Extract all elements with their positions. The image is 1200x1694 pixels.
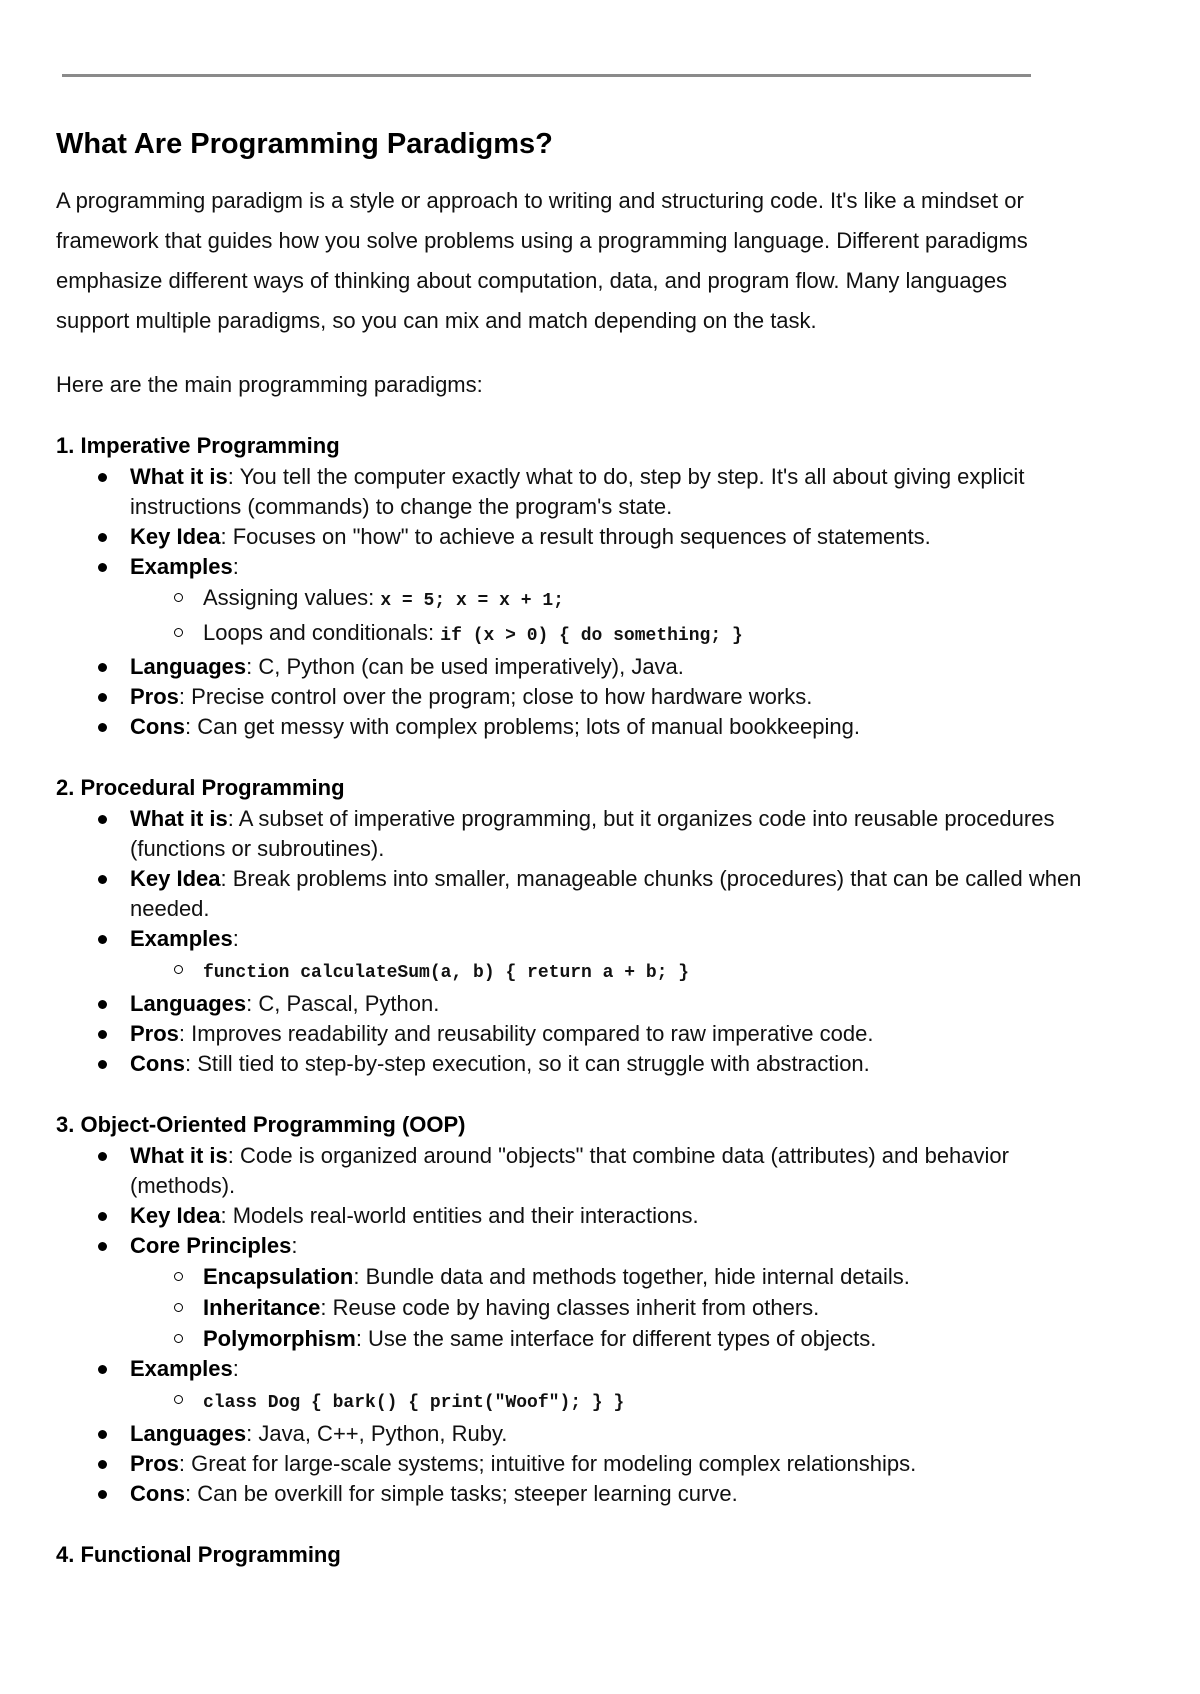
list-item-core-principles bbox=[56, 1231, 1085, 1354]
circle-bullet-icon bbox=[174, 1395, 183, 1404]
section-title: 1. Imperative Programming bbox=[56, 433, 340, 458]
item-text: : Reuse code by having classes inherit from others. bbox=[320, 1295, 820, 1320]
term-label: Cons bbox=[130, 1051, 185, 1076]
sub-list-item bbox=[130, 954, 1085, 989]
item-text: : Precise control over the program; close to how hardware works. bbox=[178, 684, 813, 709]
item-text: : Code is organized around "objects" that combine data (attributes) and behavior (methods). bbox=[130, 1143, 1009, 1198]
item-text: : Break problems into smaller, manageable chunks (procedures) that can be called when needed. bbox=[130, 866, 1082, 921]
sub-list-item bbox=[130, 1292, 1085, 1323]
term-label: Encapsulation bbox=[203, 1264, 354, 1289]
term-label: Cons bbox=[130, 714, 185, 739]
circle-bullet-icon bbox=[174, 593, 183, 602]
bullet-icon bbox=[98, 1030, 107, 1039]
section-title: 2. Procedural Programming bbox=[56, 775, 345, 800]
section-procedural bbox=[56, 772, 1082, 1079]
item-text: : bbox=[291, 1233, 298, 1258]
list-item-what bbox=[56, 804, 1085, 864]
section-title: 4. Functional Programming bbox=[56, 1542, 341, 1567]
code-snippet: function calculateSum(a, b) { return a + b; } bbox=[203, 963, 690, 983]
term-label: Inheritance bbox=[203, 1295, 321, 1320]
circle-bullet-icon bbox=[174, 1303, 183, 1312]
list-item-pros bbox=[56, 682, 1085, 712]
list-item-languages bbox=[56, 989, 1085, 1019]
term-label: Examples bbox=[130, 1356, 233, 1381]
list-item-examples bbox=[56, 924, 1085, 989]
item-text: : Models real-world entities and their interactions. bbox=[220, 1203, 699, 1228]
bullet-icon bbox=[98, 1060, 107, 1069]
horizontal-rule bbox=[62, 74, 1031, 77]
bullet-icon bbox=[98, 1430, 107, 1439]
list-item-cons bbox=[56, 712, 1085, 742]
item-text: : bbox=[232, 1356, 239, 1381]
code-snippet: if (x > 0) { do something; } bbox=[440, 626, 743, 646]
bullet-icon bbox=[98, 473, 107, 482]
code-snippet: class Dog { bark() { print("Woof"); } } bbox=[203, 1393, 625, 1413]
sub-list bbox=[130, 582, 1085, 652]
item-text: : A subset of imperative programming, but it organizes code into reusable procedures (functions or subroutines). bbox=[130, 806, 1055, 861]
sub-list-item bbox=[130, 1323, 1085, 1354]
intro-paragraph: A programming paradigm is a style or approach to writing and structuring code. It's like a mindset or framework that guides how you solve problems using a programming language. Different paradigms emphasize different ways of thinking about computation, data, and program flow. Many languages support multiple paradigms, so you can mix and match depending on the task. bbox=[56, 188, 1028, 333]
term-label: Cons bbox=[130, 1481, 185, 1506]
term-label: What it is bbox=[130, 1143, 228, 1168]
sub-list-item bbox=[130, 582, 1085, 617]
lead-paragraph: Here are the main programming paradigms: bbox=[56, 372, 483, 397]
item-text: : Use the same interface for different types of objects. bbox=[355, 1326, 877, 1351]
sub-list-item bbox=[130, 617, 1085, 652]
item-text: : Focuses on "how" to achieve a result through sequences of statements. bbox=[220, 524, 931, 549]
bullet-list bbox=[56, 462, 1056, 742]
item-text: : Can be overkill for simple tasks; steeper learning curve. bbox=[185, 1481, 738, 1506]
circle-bullet-icon bbox=[174, 628, 183, 637]
term-label: Core Principles bbox=[130, 1233, 292, 1258]
term-label: Languages bbox=[130, 1421, 247, 1446]
bullet-icon bbox=[98, 875, 107, 884]
item-text: : Great for large-scale systems; intuitive for modeling complex relationships. bbox=[178, 1451, 917, 1476]
bullet-icon bbox=[98, 1152, 107, 1161]
sub-list-item bbox=[130, 1261, 1085, 1292]
bullet-icon bbox=[98, 533, 107, 542]
list-item-languages bbox=[56, 652, 1085, 682]
item-text: Assigning values: bbox=[203, 585, 381, 610]
bullet-icon bbox=[98, 1460, 107, 1469]
sub-list bbox=[130, 954, 1085, 989]
section-imperative bbox=[56, 430, 1056, 742]
bullet-icon bbox=[98, 815, 107, 824]
bullet-icon bbox=[98, 1000, 107, 1009]
bullet-icon bbox=[98, 693, 107, 702]
bullet-icon bbox=[98, 563, 107, 572]
term-label: What it is bbox=[130, 806, 228, 831]
document-content bbox=[56, 124, 1082, 1571]
page-title: What Are Programming Paradigms? bbox=[56, 128, 553, 160]
term-label: Examples bbox=[130, 926, 233, 951]
term-label: What it is bbox=[130, 464, 228, 489]
term-label: Languages bbox=[130, 991, 247, 1016]
bullet-list bbox=[56, 1141, 1056, 1509]
term-label: Key Idea bbox=[130, 524, 221, 549]
item-text: : Java, C++, Python, Ruby. bbox=[246, 1421, 508, 1446]
list-item-key-idea bbox=[56, 864, 1085, 924]
section-oop bbox=[56, 1109, 1056, 1509]
bullet-list bbox=[56, 804, 1082, 1079]
sub-list bbox=[130, 1261, 1085, 1354]
list-item-key-idea bbox=[56, 522, 1085, 552]
term-label: Key Idea bbox=[130, 1203, 221, 1228]
item-text: : C, Pascal, Python. bbox=[246, 991, 440, 1016]
bullet-icon bbox=[98, 935, 107, 944]
sub-list-item bbox=[130, 1384, 1085, 1419]
item-text: : Improves readability and reusability compared to raw imperative code. bbox=[178, 1021, 874, 1046]
bullet-icon bbox=[98, 1365, 107, 1374]
term-label: Pros bbox=[130, 684, 179, 709]
term-label: Languages bbox=[130, 654, 247, 679]
bullet-icon bbox=[98, 1212, 107, 1221]
circle-bullet-icon bbox=[174, 1334, 183, 1343]
sub-list bbox=[130, 1384, 1085, 1419]
list-item-what bbox=[56, 1141, 1085, 1201]
bullet-icon bbox=[98, 723, 107, 732]
list-item-pros bbox=[56, 1449, 1085, 1479]
code-snippet: x = 5; x = x + 1; bbox=[380, 591, 564, 611]
term-label: Pros bbox=[130, 1021, 179, 1046]
section-functional bbox=[56, 1539, 1056, 1571]
list-item-cons bbox=[56, 1479, 1085, 1509]
list-item-what bbox=[56, 462, 1085, 522]
term-label: Polymorphism bbox=[203, 1326, 356, 1351]
list-item-languages bbox=[56, 1419, 1085, 1449]
item-text: : Bundle data and methods together, hide internal details. bbox=[353, 1264, 910, 1289]
item-text: : C, Python (can be used imperatively), Java. bbox=[246, 654, 684, 679]
item-text: : bbox=[232, 554, 239, 579]
term-label: Pros bbox=[130, 1451, 179, 1476]
bullet-icon bbox=[98, 663, 107, 672]
circle-bullet-icon bbox=[174, 965, 183, 974]
item-text: Loops and conditionals: bbox=[203, 620, 441, 645]
list-item-pros bbox=[56, 1019, 1085, 1049]
item-text: : Can get messy with complex problems; lots of manual bookkeeping. bbox=[185, 714, 860, 739]
circle-bullet-icon bbox=[174, 1272, 183, 1281]
item-text: : You tell the computer exactly what to do, step by step. It's all about giving explicit instructions (commands) to change the program's state. bbox=[130, 464, 1025, 519]
item-text: : bbox=[232, 926, 239, 951]
term-label: Examples bbox=[130, 554, 233, 579]
bullet-icon bbox=[98, 1242, 107, 1251]
list-item-examples bbox=[56, 552, 1085, 652]
term-label: Key Idea bbox=[130, 866, 221, 891]
bullet-icon bbox=[98, 1490, 107, 1499]
section-title: 3. Object-Oriented Programming (OOP) bbox=[56, 1112, 466, 1137]
list-item-cons bbox=[56, 1049, 1085, 1079]
list-item-key-idea bbox=[56, 1201, 1085, 1231]
list-item-examples bbox=[56, 1354, 1085, 1419]
item-text: : Still tied to step-by-step execution, so it can struggle with abstraction. bbox=[185, 1051, 870, 1076]
